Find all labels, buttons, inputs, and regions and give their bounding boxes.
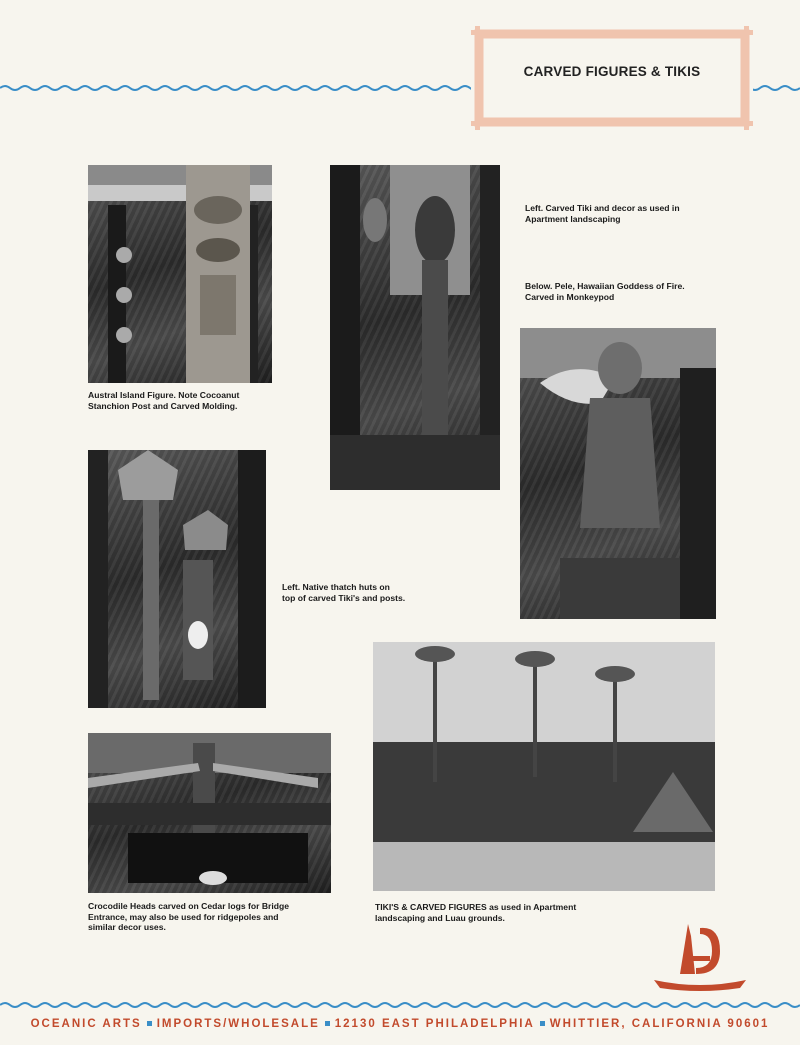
footer-company: OCEANIC ARTS: [30, 1018, 142, 1030]
caption-luau-bold: TIKI'S & CARVED FIGURES: [375, 902, 487, 912]
caption-carved-tiki: Left. Carved Tiki and decor as used in Apartment landscaping: [525, 203, 680, 224]
photo-pele-goddess: [520, 328, 716, 619]
photo-carved-tiki-apartment: [330, 165, 500, 490]
photo-thatch-huts: [88, 450, 266, 708]
photo-austral-island-figure: [88, 165, 272, 383]
footer-separator: [147, 1021, 152, 1026]
caption-luau-rest: as used in Apartment landscaping and Luau grounds.: [375, 902, 577, 923]
caption-austral-island: Austral Island Figure. Note Cocoanut Stanchion Post and Carved Molding.: [88, 390, 240, 411]
footer-address: [0, 1018, 800, 1030]
page-title: CARVED FIGURES & TIKIS: [523, 64, 701, 79]
photo-crocodile-heads: [88, 733, 331, 893]
caption-thatch-huts: Left. Native thatch huts on top of carved Tiki's and posts.: [282, 582, 406, 603]
footer-separator: [325, 1021, 330, 1026]
photo-luau-grounds: [373, 642, 715, 891]
caption-crocodile-heads: Crocodile Heads carved on Cedar logs for Bridge Entrance, may also be used for ridgepoles and similar decor uses.: [88, 901, 290, 932]
footer-city: WHITTIER, CALIFORNIA 90601: [549, 1018, 770, 1030]
oceanic-arts-logo-icon: [650, 916, 750, 996]
bottom-wave-divider: [0, 1000, 800, 1010]
footer-street: 12130 EAST PHILADELPHIA: [334, 1018, 535, 1030]
caption-pele: Below. Pele, Hawaiian Goddess of Fire. Carved in Monkeypod: [525, 281, 685, 302]
caption-luau-grounds: [375, 902, 576, 923]
title-frame: [471, 26, 753, 130]
footer-imports: IMPORTS/WHOLESALE: [156, 1018, 320, 1030]
footer-separator: [540, 1021, 545, 1026]
